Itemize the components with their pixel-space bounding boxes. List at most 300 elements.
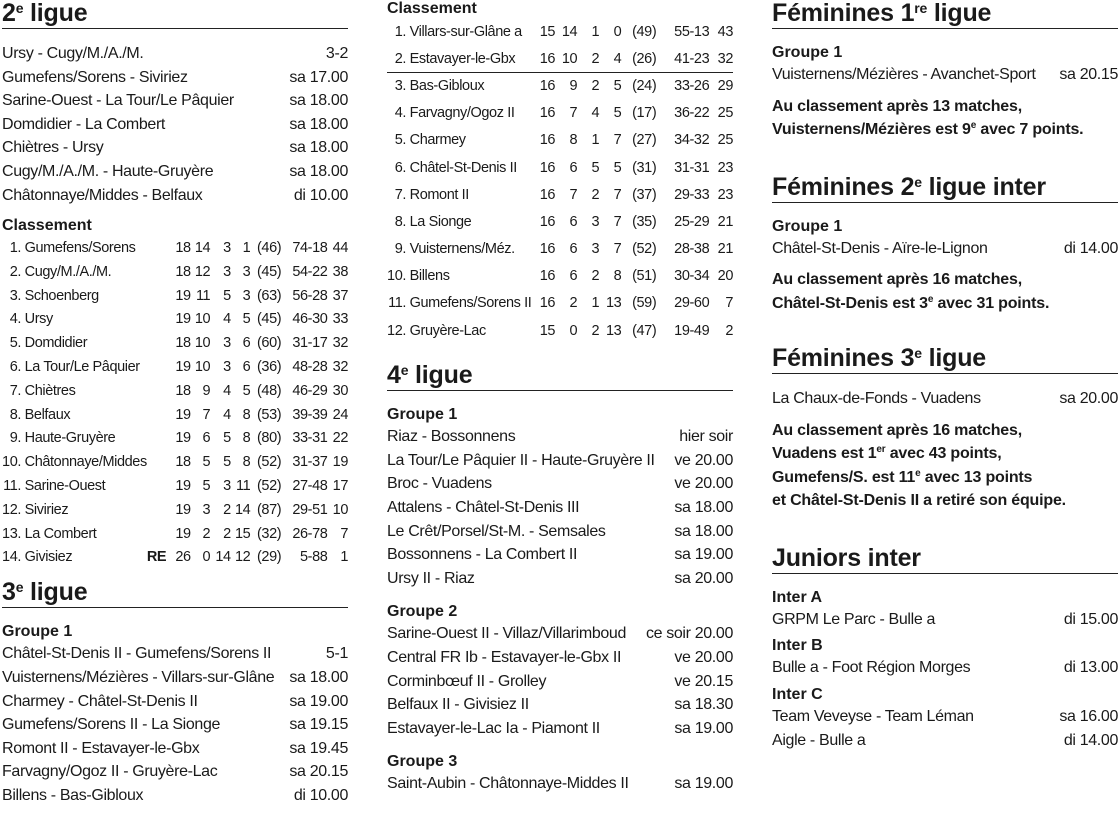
match-teams: Estavayer-le-Lac Ia - Piamont II xyxy=(387,719,600,737)
penalty-points: (49) xyxy=(632,23,657,40)
group-label: Inter B xyxy=(772,637,823,655)
note-line: Au classement après 13 matches, xyxy=(772,97,1022,115)
match-result: sa 18.00 xyxy=(289,162,348,180)
team-name: Schoenberg xyxy=(24,287,99,304)
losses: 8 xyxy=(613,268,622,285)
status-mark xyxy=(147,474,170,498)
draws: 3 xyxy=(591,213,600,230)
goal-difference: 28-38 xyxy=(674,241,710,258)
goal-difference: 26-78 xyxy=(292,525,328,542)
team-cell xyxy=(387,72,531,99)
match-row xyxy=(2,113,348,137)
rank: 3. xyxy=(394,78,406,95)
match-row xyxy=(772,63,1118,87)
section-title-3e-ligue xyxy=(2,579,348,608)
match-result: sa 19.00 xyxy=(674,775,733,793)
points: 23 xyxy=(717,186,733,203)
match-row xyxy=(387,472,733,496)
note-text: Gumefens/S. est 11 xyxy=(772,468,916,486)
rank: 8. xyxy=(394,213,406,230)
rank: 3. xyxy=(9,287,21,304)
points: 43 xyxy=(717,23,733,40)
match-list-2e-ligue xyxy=(2,42,348,207)
losses: 8 xyxy=(242,430,251,447)
match-result: sa 20.00 xyxy=(674,569,733,587)
goal-difference: 5-88 xyxy=(300,549,328,566)
draws: 4 xyxy=(223,382,231,399)
match-teams: Belfaux II - Givisiez II xyxy=(387,696,529,714)
match-row xyxy=(387,717,733,741)
group-label: Inter C xyxy=(772,685,823,703)
points: 23 xyxy=(717,159,733,176)
rank: 4. xyxy=(9,311,21,328)
classement-note xyxy=(772,95,1118,142)
section-title-feminines-3 xyxy=(772,345,1118,374)
match-teams: Riaz - Bossonnens xyxy=(387,428,516,446)
match-teams: Vuisternens/Mézières - Avanchet-Sport xyxy=(772,66,1036,83)
match-result: ve 20.15 xyxy=(674,672,733,690)
goal-difference: 33-26 xyxy=(674,78,710,95)
goal-difference: 31-31 xyxy=(674,159,710,176)
wins: 9 xyxy=(202,382,211,399)
note-text: Vuadens est 1 xyxy=(772,445,877,463)
note-text: avec 43 points, xyxy=(885,445,1002,463)
losses: 5 xyxy=(242,311,251,328)
status-mark xyxy=(147,331,170,355)
losses: 4 xyxy=(599,45,621,72)
match-teams: Ursy II - Riaz xyxy=(387,569,475,587)
points: 32 xyxy=(332,359,348,376)
wins: 6 xyxy=(569,268,578,285)
penalty-points: (87) xyxy=(257,501,282,518)
groups-4e-ligue xyxy=(387,404,733,796)
wins: 6 xyxy=(202,430,211,447)
draws: 1 xyxy=(591,23,600,40)
match-teams: Ursy - Cugy/M./A./M. xyxy=(2,45,144,62)
status-mark xyxy=(147,355,170,379)
match-teams: Châtonnaye/Middes - Belfaux xyxy=(2,186,203,204)
team-cell xyxy=(387,127,531,154)
played: 19 xyxy=(175,359,191,376)
group-label: Groupe 1 xyxy=(2,623,73,641)
match-result: sa 16.00 xyxy=(1059,707,1118,725)
match-teams: Bulle a - Foot Région Morges xyxy=(772,659,971,677)
match-list-3e-ligue xyxy=(2,642,348,807)
rank: 14. xyxy=(2,549,21,566)
team-name: Domdidier xyxy=(24,335,88,352)
team-name: Farvagny/Ogoz II xyxy=(409,105,515,122)
points: 30 xyxy=(332,382,348,399)
match-row xyxy=(2,642,348,666)
points: 20 xyxy=(717,268,733,285)
rank: 10. xyxy=(387,268,406,285)
wins: 10 xyxy=(555,45,577,72)
points: 24 xyxy=(332,406,348,423)
team-cell xyxy=(2,427,147,451)
match-result: sa 19.00 xyxy=(674,546,733,564)
team-name: Belfaux xyxy=(24,406,71,423)
rank: 12. xyxy=(387,322,406,339)
penalty-points: (24) xyxy=(632,78,657,95)
match-result: di 14.00 xyxy=(1063,239,1118,257)
match-row xyxy=(2,89,348,113)
losses: 12 xyxy=(234,549,251,566)
status-mark xyxy=(147,260,170,284)
wins: 2 xyxy=(569,295,578,312)
note-text: Châtel-St-Denis est 3 xyxy=(772,294,928,312)
team-cell xyxy=(2,355,147,379)
points: 21 xyxy=(717,241,733,258)
status-mark xyxy=(147,236,170,260)
team-name: Siviriez xyxy=(24,501,69,518)
played: 19 xyxy=(175,430,191,447)
match-teams: La Chaux-de-Fonds - Vuadens xyxy=(772,390,981,408)
losses: 7 xyxy=(613,241,622,258)
penalty-points: (60) xyxy=(257,335,282,352)
goal-difference: 74-18 xyxy=(292,240,328,257)
rank: 11. xyxy=(3,478,21,495)
standings-row xyxy=(2,379,348,403)
wins: 6 xyxy=(569,213,578,230)
standings-row xyxy=(2,308,348,332)
draws: 3 xyxy=(591,241,600,258)
match-row xyxy=(387,772,733,796)
goal-difference: 34-32 xyxy=(674,132,710,149)
played: 16 xyxy=(539,159,556,176)
match-result: di 15.00 xyxy=(1063,610,1118,628)
note-line: Au classement après 16 matches, xyxy=(772,271,1022,289)
draws: 4 xyxy=(223,406,231,423)
wins: 2 xyxy=(202,525,211,542)
draws: 2 xyxy=(591,186,600,203)
points: 17 xyxy=(332,478,348,495)
match-result: sa 19.45 xyxy=(289,739,348,757)
match-result: sa 18.00 xyxy=(289,92,348,110)
team-cell xyxy=(387,290,531,317)
goal-difference: 31-17 xyxy=(292,335,328,352)
title-a: Féminines 3 xyxy=(772,344,915,373)
team-cell xyxy=(2,498,147,522)
draws: 1 xyxy=(591,132,600,149)
played: 19 xyxy=(175,311,191,328)
draws: 4 xyxy=(591,105,600,122)
rank: 9. xyxy=(9,430,21,447)
team-name: Châtonnaye/Middes xyxy=(24,454,147,471)
title-rest: ligue xyxy=(23,578,88,607)
title-number: 2 xyxy=(2,0,16,27)
standings-row xyxy=(2,355,348,379)
group-label: Groupe 1 xyxy=(772,217,843,235)
match-result: sa 18.00 xyxy=(289,115,348,133)
title-number: 4 xyxy=(387,361,401,390)
rank: 2. xyxy=(394,50,406,67)
team-name: Estavayer-le-Gbx xyxy=(409,50,516,67)
group-label: Groupe 1 xyxy=(772,44,843,61)
standings-table-3e-ligue xyxy=(387,18,733,344)
match-teams: Bossonnens - La Combert II xyxy=(387,546,578,564)
standings-row xyxy=(2,427,348,451)
draws: 2 xyxy=(591,78,600,95)
section-title-feminines-1 xyxy=(772,0,1118,29)
losses: 14 xyxy=(234,501,251,518)
match-teams: Sarine-Ouest II - Villaz/Villarimboud xyxy=(387,625,627,643)
losses: 5 xyxy=(613,105,622,122)
standings-row xyxy=(387,263,733,290)
goal-difference: 29-51 xyxy=(292,501,328,518)
losses: 5 xyxy=(613,159,622,176)
played: 19 xyxy=(175,501,191,518)
points: 21 xyxy=(717,213,733,230)
column-left xyxy=(2,0,348,807)
losses: 6 xyxy=(242,335,251,352)
wins: 14 xyxy=(194,240,211,257)
standings-row xyxy=(387,18,733,45)
played: 15 xyxy=(539,322,556,339)
wins: 3 xyxy=(202,501,211,518)
note-text: avec 13 points xyxy=(920,468,1033,486)
team-cell xyxy=(387,236,531,263)
rank: 4. xyxy=(394,105,406,122)
team-name: La Sionge xyxy=(409,213,472,230)
losses: 0 xyxy=(613,23,622,40)
rank: 12. xyxy=(2,501,21,518)
draws: 5 xyxy=(591,159,600,176)
team-cell xyxy=(387,317,531,344)
match-teams: GRPM Le Parc - Bulle a xyxy=(772,610,936,628)
status-mark xyxy=(147,308,170,332)
match-result: sa 19.00 xyxy=(674,719,733,737)
penalty-points: (17) xyxy=(632,105,657,122)
goal-difference: 29-60 xyxy=(674,295,710,312)
goal-difference: 48-28 xyxy=(292,359,328,376)
status-mark xyxy=(147,427,170,451)
standings-row xyxy=(2,260,348,284)
section-title-4e-ligue xyxy=(387,362,733,391)
match-teams: Charmey - Châtel-St-Denis II xyxy=(2,692,198,710)
standings-row xyxy=(387,317,733,344)
note-line: Au classement après 16 matches, xyxy=(772,421,1022,439)
match-result: ve 20.00 xyxy=(674,475,733,493)
title-a: Féminines 2 xyxy=(772,172,915,201)
played: 16 xyxy=(531,45,555,72)
points: 29 xyxy=(717,78,733,95)
draws: 5 xyxy=(223,287,231,304)
draws: 5 xyxy=(223,454,231,471)
classement-note xyxy=(772,268,1118,315)
match-result: ve 20.00 xyxy=(674,451,733,469)
team-cell xyxy=(2,522,147,546)
played: 18 xyxy=(175,454,191,471)
team-name: Bas-Gibloux xyxy=(409,78,485,95)
losses: 5 xyxy=(613,78,622,95)
team-name: Romont II xyxy=(409,186,469,203)
penalty-points: (45) xyxy=(257,263,282,280)
goal-difference: 36-22 xyxy=(674,105,710,122)
match-row xyxy=(2,160,348,184)
team-cell xyxy=(2,260,147,284)
points: 38 xyxy=(332,263,348,280)
wins: 9 xyxy=(569,78,578,95)
standings-row xyxy=(387,290,733,317)
points: 44 xyxy=(332,240,348,257)
match-row xyxy=(772,237,1118,261)
rank: 8. xyxy=(9,406,21,423)
team-cell xyxy=(387,45,531,72)
match-teams: Sarine-Ouest - La Tour/Le Pâquier xyxy=(2,92,234,110)
wins: 5 xyxy=(202,478,211,495)
wins: 5 xyxy=(202,454,211,471)
losses: 13 xyxy=(605,295,622,312)
rank: 2. xyxy=(9,263,21,280)
points: 25 xyxy=(717,105,733,122)
wins: 10 xyxy=(194,311,211,328)
classement-label: Classement xyxy=(387,0,477,17)
match-result: sa 18.00 xyxy=(289,139,348,157)
match-row xyxy=(772,387,1118,411)
match-row xyxy=(387,646,733,670)
draws: 2 xyxy=(223,525,231,542)
match-teams: Team Veveyse - Team Léman xyxy=(772,707,974,725)
match-row xyxy=(772,656,1118,680)
points: 32 xyxy=(709,45,733,72)
standings-row xyxy=(387,236,733,263)
penalty-points: (80) xyxy=(257,430,282,447)
match-teams: Châtel-St-Denis - Aïre-le-Lignon xyxy=(772,239,988,257)
penalty-points: (35) xyxy=(632,213,657,230)
goal-difference: 46-29 xyxy=(292,382,328,399)
team-name: Sarine-Ouest xyxy=(24,478,106,495)
title-a: Féminines 1 xyxy=(772,0,915,27)
match-row xyxy=(772,608,1118,632)
played: 19 xyxy=(175,525,191,542)
draws: 2 xyxy=(223,501,231,518)
section-title-juniors-inter: Juniors inter xyxy=(772,545,1118,574)
goal-difference: 19-49 xyxy=(674,322,710,339)
points: 19 xyxy=(332,454,348,471)
draws: 14 xyxy=(215,549,231,566)
standings-row xyxy=(387,127,733,154)
match-teams: Aigle - Bulle a xyxy=(772,731,866,749)
team-name: Gumefens/Sorens xyxy=(24,240,136,257)
penalty-points: (52) xyxy=(257,454,282,471)
status-mark: RE xyxy=(146,549,167,566)
wins: 6 xyxy=(569,159,578,176)
title-sup: e xyxy=(15,579,24,596)
team-name: Chiètres xyxy=(24,382,76,399)
penalty-points: (53) xyxy=(257,406,282,423)
note-line xyxy=(772,118,1118,142)
played: 16 xyxy=(539,78,556,95)
note-line xyxy=(772,442,1118,466)
losses: 13 xyxy=(605,322,622,339)
wins: 10 xyxy=(194,335,211,352)
note-text: avec 7 points. xyxy=(976,121,1084,139)
status-mark xyxy=(147,498,170,522)
match-result: di 14.00 xyxy=(1063,731,1118,749)
groups-juniors-inter xyxy=(772,587,1118,752)
team-cell xyxy=(387,18,531,45)
played: 18 xyxy=(175,263,191,280)
match-row xyxy=(387,496,733,520)
match-teams: Gumefens/Sorens II - La Sionge xyxy=(2,716,221,734)
losses: 7 xyxy=(613,213,622,230)
team-name: Gumefens/Sorens II xyxy=(409,295,532,312)
points: 7 xyxy=(340,525,348,542)
match-row xyxy=(2,713,348,737)
match-result: ce soir 20.00 xyxy=(645,625,733,643)
note-line xyxy=(772,292,1118,316)
points: 25 xyxy=(717,132,733,149)
match-row xyxy=(387,622,733,646)
draws: 2 xyxy=(591,322,600,339)
match-row xyxy=(387,543,733,567)
match-result: sa 20.00 xyxy=(1059,390,1118,408)
draws: 3 xyxy=(223,263,231,280)
match-teams: Billens - Bas-Gibloux xyxy=(2,786,144,804)
classement-label: Classement xyxy=(2,217,92,235)
title-sup: e xyxy=(914,345,922,362)
standings-row xyxy=(2,498,348,522)
match-row xyxy=(387,449,733,473)
title-sup: e xyxy=(15,0,24,16)
points: 1 xyxy=(340,549,348,566)
wins: 7 xyxy=(202,406,211,423)
draws: 2 xyxy=(591,268,600,285)
wins: 0 xyxy=(202,549,211,566)
team-cell xyxy=(2,331,147,355)
note-line xyxy=(772,466,1118,490)
penalty-points: (45) xyxy=(257,311,282,328)
match-row xyxy=(2,666,348,690)
note-sup: e xyxy=(915,467,921,479)
team-cell xyxy=(387,181,531,208)
column-right xyxy=(772,0,1118,752)
wins: 6 xyxy=(569,241,578,258)
played: 19 xyxy=(175,287,191,304)
match-result: sa 17.00 xyxy=(289,68,348,86)
goal-difference: 56-28 xyxy=(292,287,328,304)
standings-row xyxy=(2,522,348,546)
group-label: Inter A xyxy=(772,588,823,606)
played: 26 xyxy=(175,549,191,566)
note-sup: e xyxy=(927,293,934,305)
team-name: Vuisternens/Méz. xyxy=(409,241,515,258)
penalty-points: (59) xyxy=(632,295,657,312)
standings-row xyxy=(2,474,348,498)
match-row xyxy=(2,784,348,808)
title-b: ligue xyxy=(921,344,986,373)
status-mark xyxy=(147,450,170,474)
rank: 10. xyxy=(2,454,21,471)
played: 19 xyxy=(175,478,191,495)
goal-difference: 25-29 xyxy=(674,213,710,230)
penalty-points: (32) xyxy=(257,525,282,542)
match-result: sa 19.00 xyxy=(289,692,348,710)
played: 19 xyxy=(175,406,191,423)
goal-difference: 41-23 xyxy=(656,45,709,72)
losses: 11 xyxy=(236,478,251,495)
goal-difference: 54-22 xyxy=(292,263,328,280)
match-teams: Saint-Aubin - Châtonnaye-Middes II xyxy=(387,775,629,793)
team-cell xyxy=(2,450,147,474)
match-row xyxy=(387,425,733,449)
standings-row xyxy=(2,450,348,474)
penalty-points: (48) xyxy=(257,382,282,399)
draws: 2 xyxy=(577,45,599,72)
match-teams: Central FR Ib - Estavayer-le-Gbx II xyxy=(387,649,622,666)
rank: 6. xyxy=(9,359,21,376)
goal-difference: 33-31 xyxy=(292,430,328,447)
